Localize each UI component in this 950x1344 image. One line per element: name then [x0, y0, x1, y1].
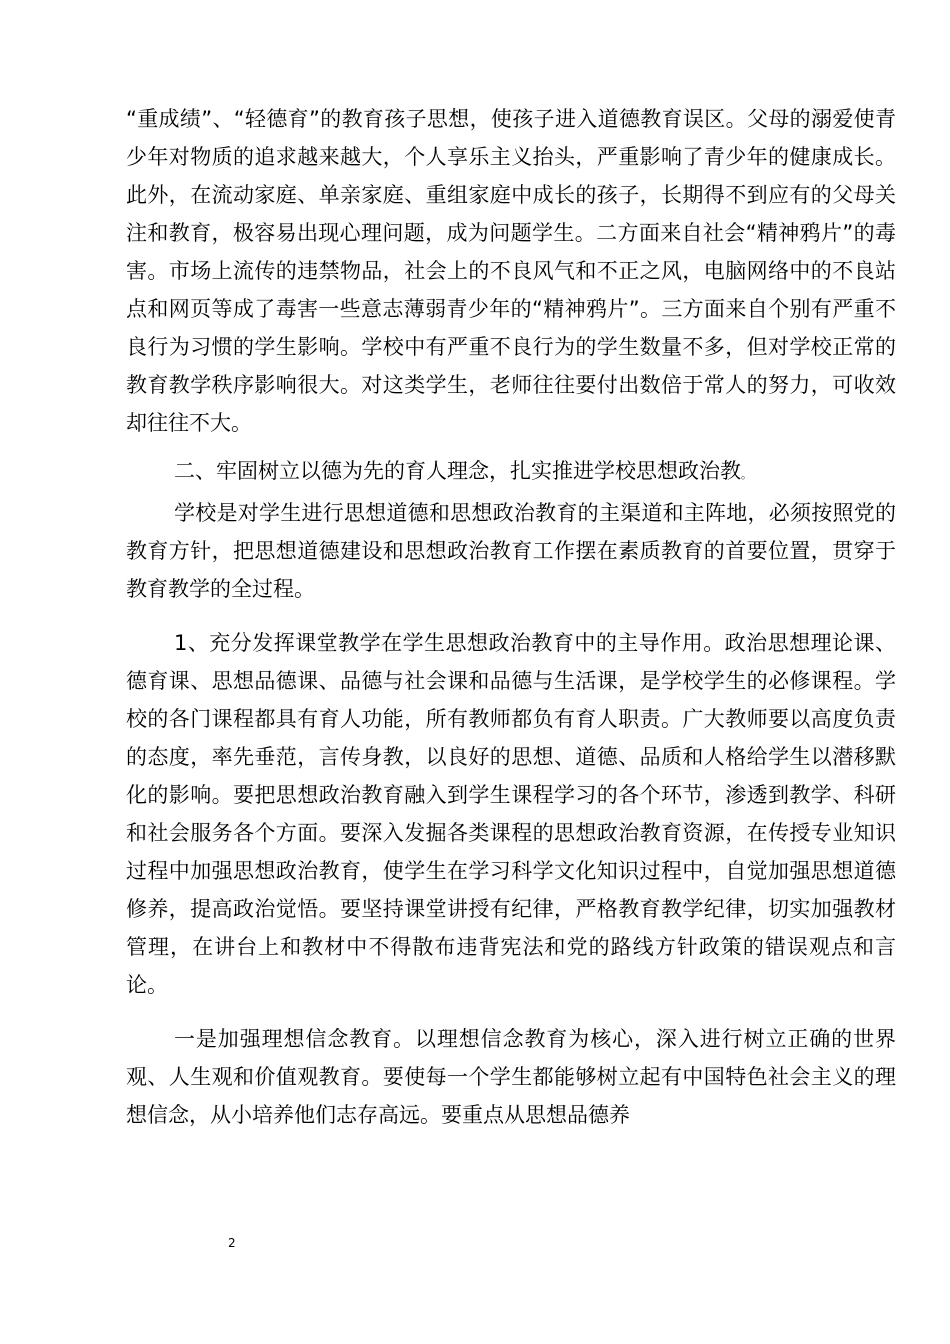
paragraph-family-society-influence: “重成绩”、“轻德育”的教育孩子思想，使孩子进入道德教育误区。父母的溺爱使青少年对物质的追求越来越大，个人享乐主义抬头，严重影响了青少年的健康成长。此外，在流动家庭、单亲家庭、重组家庭中成长的孩子，长期得不到应有的父母关注和教育，极容易出现心理问题，成为问题学生。二方面来自社会“精神鸦片”的毒害。市场上流传的违禁物品，社会上的不良风气和不正之风，电脑网络中的不良站点和网页等成了毒害一些意志薄弱青少年的“精神鸦片”。三方面来自个别有严重不良行为习惯的学生影响。学校中有严重不良行为的学生数量不多，但对学校正常的教育教学秩序影响很大。对这类学生，老师往往要付出数倍于常人的努力，可收效却往往不大。 [126, 107, 896, 435]
page-number: 2 [228, 1236, 236, 1250]
section-heading-mark: 。 [741, 468, 752, 481]
document-body [126, 100, 896, 1134]
paragraph-classroom-teaching: 1、充分发挥课堂教学在学生思想政治教育中的主导作用。政治思想理论课、德育课、思想品德课、品德与社会课和品德与生活课，是学校学生的必修课程。学校的各门课程都具有育人功能，所有教师都负有育人职责。广大教师要以高度负责的态度，率先垂范，言传身教，以良好的思想、道德、品质和人格给学生以潜移默化的影响。要把思想政治教育融入到学生课程学习的各个环节，渗透到教学、科研和社会服务各个方面。要深入发掘各类课程的思想政治教育资源，在传授专业知识过程中加强思想政治教育，使学生在学习科学文化知识过程中，自觉加强思想道德修养，提高政治觉悟。要坚持课堂讲授有纪律，严格教育教学纪律，切实加强教材管理，在讲台上和教材中不得散布违背宪法和党的路线方针政策的错误观点和言论。 [126, 631, 896, 997]
paragraph-school-main-channel: 学校是对学生进行思想道德和思想政治教育的主渠道和主阵地，必须按照党的教育方针，把思想道德建设和思想政治教育工作摆在素质教育的首要位置，贯穿于教育教学的全过程。 [126, 501, 896, 601]
paragraph-ideal-belief-education: 一是加强理想信念教育。以理想信念教育为核心，深入进行树立正确的世界观、人生观和价值观教育。要使每一个学生都能够树立起有中国特色社会主义的理想信念，从小培养他们志存高远。要重点从思想品德养 [126, 1027, 896, 1127]
section-heading [126, 452, 896, 494]
section-heading-text: 二、牢固树立以德为先的育人理念，扎实推进学校思想政治教 [174, 459, 741, 483]
